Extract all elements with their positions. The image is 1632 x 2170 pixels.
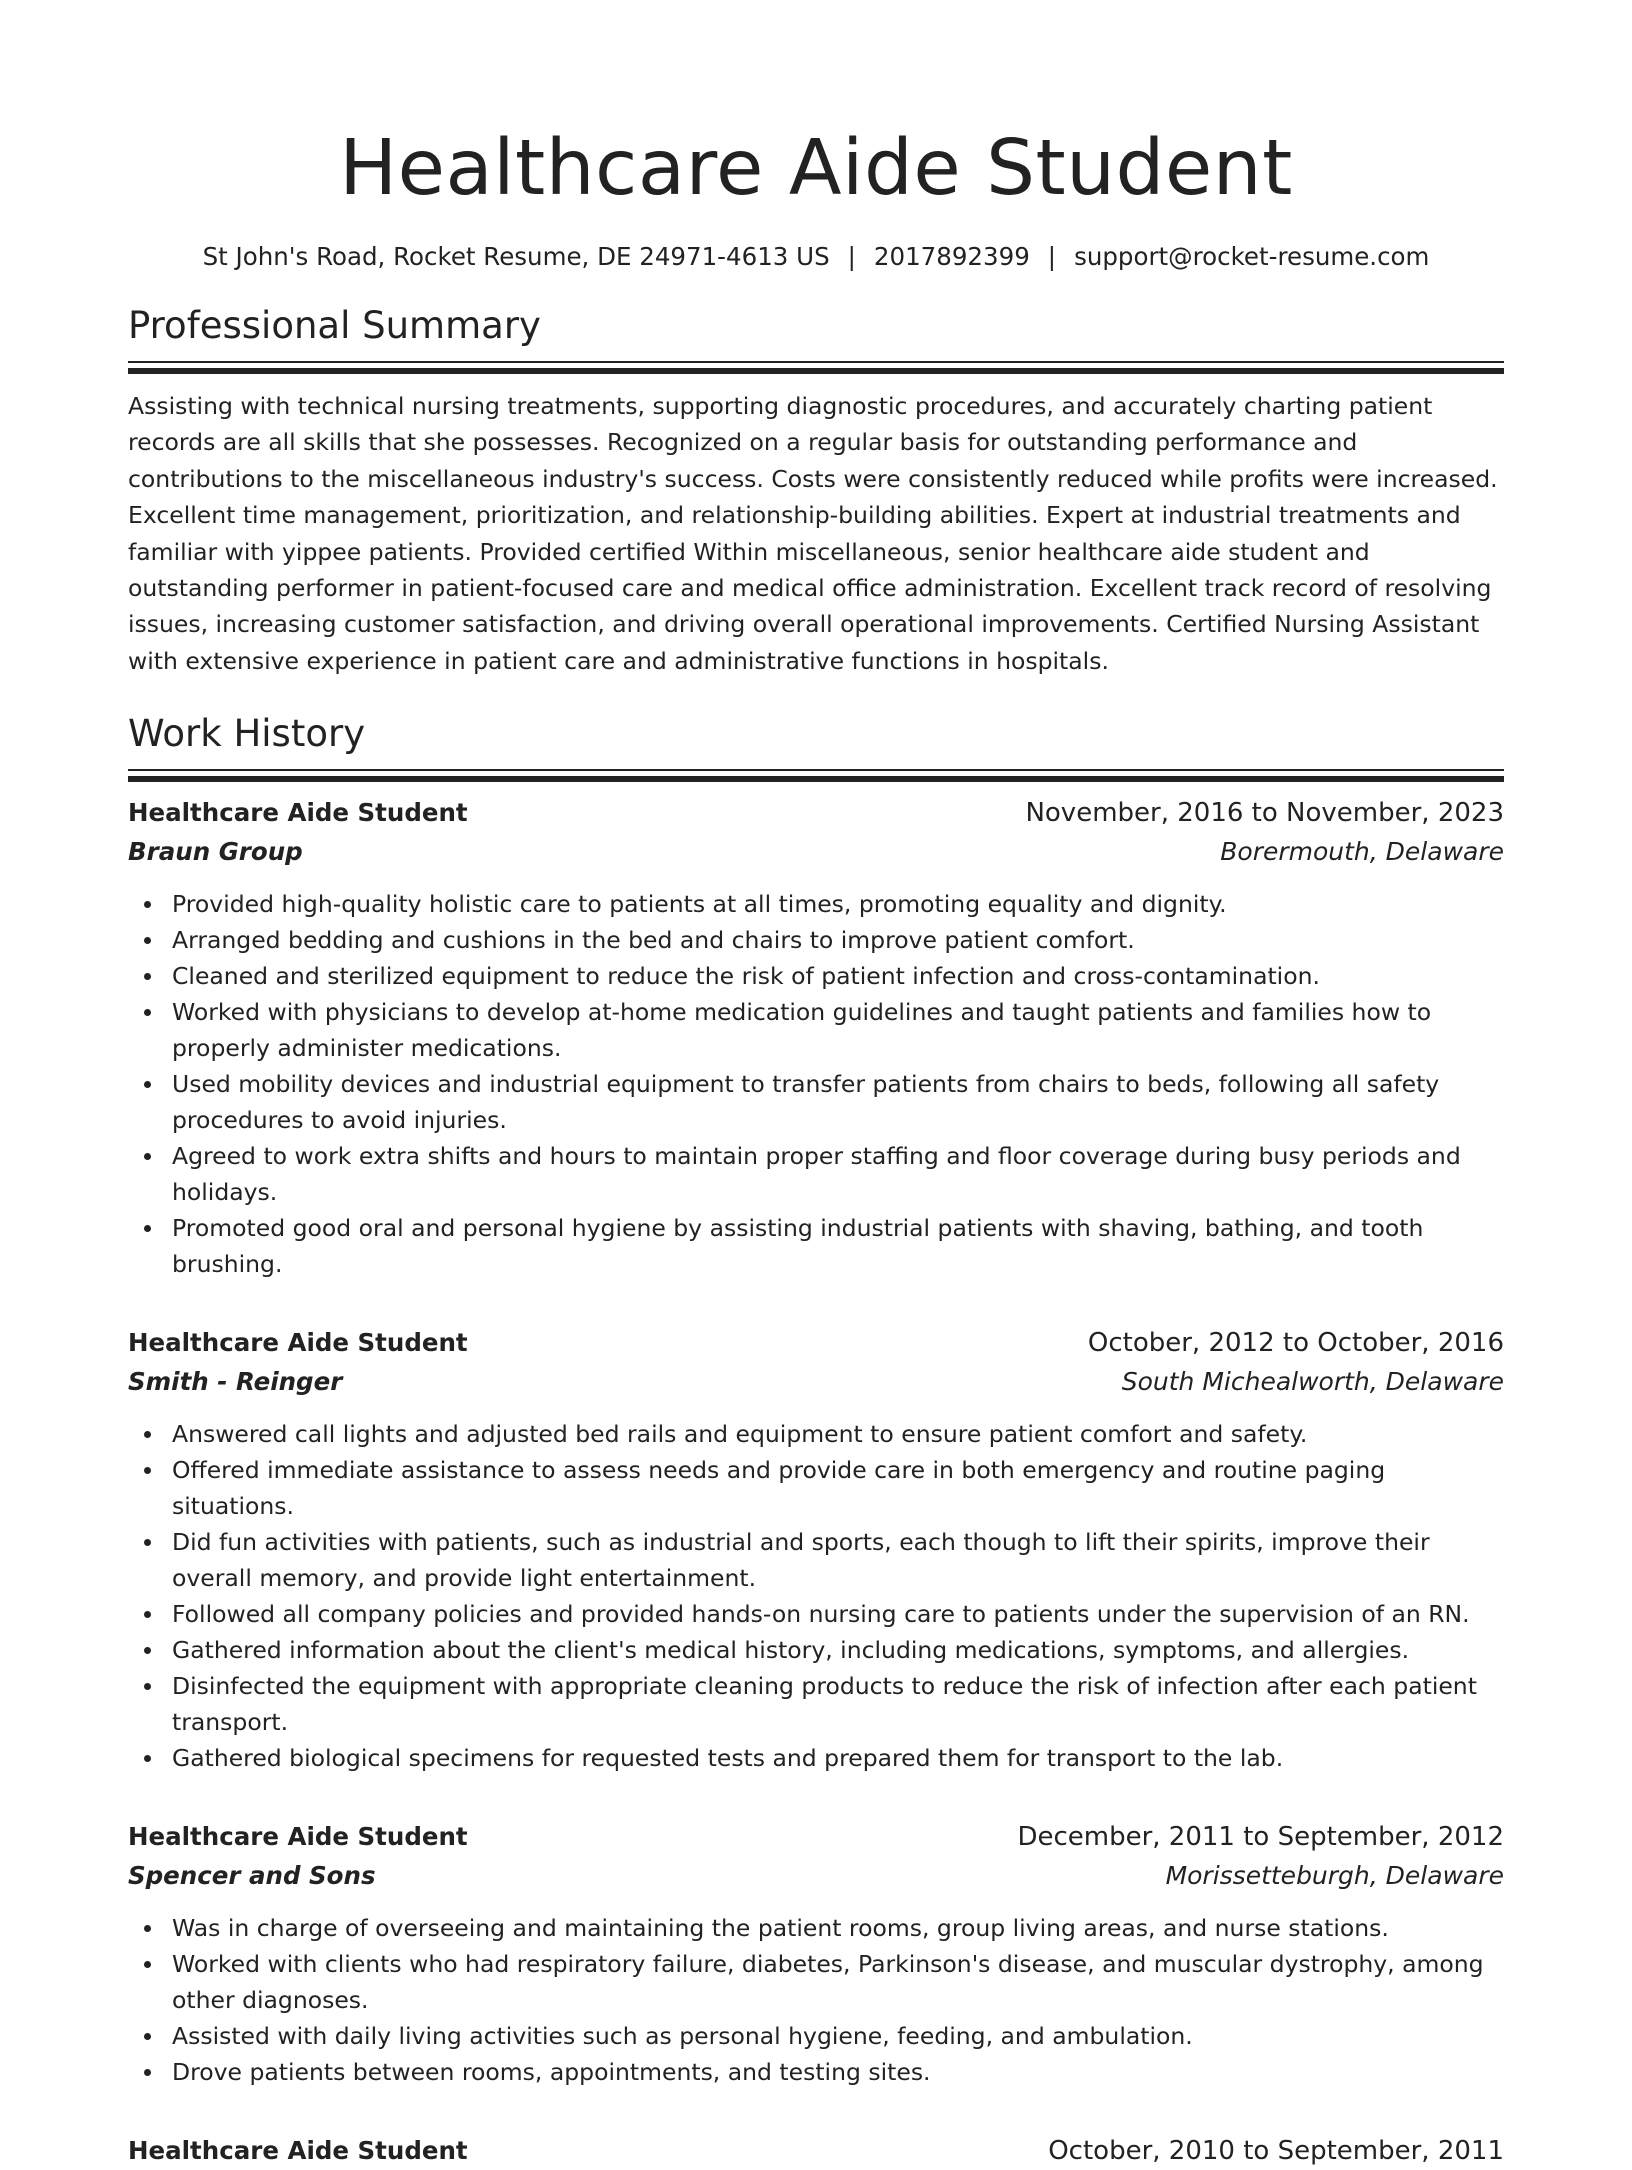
section-heading-work: Work History: [128, 712, 366, 756]
job-bullet: Used mobility devices and industrial equipment to transfer patients from chairs to beds, following all safety procedures to avoid injuries.: [128, 1066, 1504, 1138]
contact-line: [128, 240, 1504, 274]
job-header-row: [128, 1818, 1504, 1856]
job-header-row: [128, 794, 1504, 832]
work-history-section: [128, 709, 1504, 2170]
job-entry: [128, 2132, 1504, 2170]
job-bullet-list: [128, 886, 1504, 1282]
job-bullet-list: [128, 1416, 1504, 1776]
job-bullet: Gathered information about the client's medical history, including medications, symptoms, and allergies.: [128, 1632, 1504, 1668]
section-rule-thin: [128, 361, 1504, 363]
job-bullet: Provided high-quality holistic care to patients at all times, promoting equality and dignity.: [128, 886, 1504, 922]
job-dates: October, 2012 to October, 2016: [1087, 1328, 1504, 1359]
job-bullet: Worked with clients who had respiratory failure, diabetes, Parkinson's disease, and muscular dystrophy, among other diagnoses.: [128, 1946, 1504, 2018]
job-dates: December, 2011 to September, 2012: [1017, 1822, 1504, 1853]
job-bullet-list: [128, 1910, 1504, 2090]
job-bullet: Disinfected the equipment with appropriate cleaning products to reduce the risk of infection after each patient transport.: [128, 1668, 1504, 1740]
resume-name: Healthcare Aide Student: [339, 124, 1293, 213]
job-bullet: Cleaned and sterilized equipment to reduce the risk of patient infection and cross-contamination.: [128, 958, 1504, 994]
job-company-row: [128, 1856, 1504, 1896]
contact-address: St John's Road, Rocket Resume, DE 24971-4613 US: [202, 242, 830, 271]
job-bullet: Did fun activities with patients, such as industrial and sports, each though to lift their spirits, improve their overall memory, and provide light entertainment.: [128, 1524, 1504, 1596]
section-rule-thin: [128, 769, 1504, 771]
job-header-row: [128, 1324, 1504, 1362]
job-bullet: Answered call lights and adjusted bed rails and equipment to ensure patient comfort and safety.: [128, 1416, 1504, 1452]
section-heading-summary: Professional Summary: [128, 304, 541, 347]
contact-phone: 2017892399: [873, 242, 1030, 271]
job-title: Healthcare Aide Student: [128, 798, 468, 828]
contact-separator: |: [1047, 242, 1057, 271]
job-bullet: Promoted good oral and personal hygiene by assisting industrial patients with shaving, bathing, and tooth brushing.: [128, 1210, 1504, 1282]
summary-text: Assisting with technical nursing treatments, supporting diagnostic procedures, and accurately charting patient records are all skills that she possesses. Recognized on a regular basis for outstanding performance and contributions to the miscellaneous industry's success. Costs were consistently reduced while profits were increased. Excellent time management, prioritization, and relationship-building abilities. Expert at industrial treatments and familiar with yippee patients. Provided certified Within miscellaneous, senior healthcare aide student and outstanding performer in patient-focused care and medical office administration. Excellent track record of resolving issues, increasing customer satisfaction, and driving overall operational improvements. Certified Nursing Assistant with extensive experience in patient care and administrative functions in hospitals.: [128, 392, 1498, 675]
job-header-row: [128, 2132, 1504, 2170]
summary-section: [128, 301, 1504, 679]
job-title: Healthcare Aide Student: [128, 2136, 468, 2166]
contact-separator: |: [847, 242, 856, 271]
job-company: Spencer and Sons: [128, 1861, 376, 1891]
section-rule-thick: [128, 776, 1504, 782]
job-title: Healthcare Aide Student: [128, 1328, 468, 1358]
job-dates: November, 2016 to November, 2023: [1025, 798, 1504, 829]
job-bullet: Offered immediate assistance to assess needs and provide care in both emergency and routine paging situations.: [128, 1452, 1504, 1524]
job-bullet: Agreed to work extra shifts and hours to maintain proper staffing and floor coverage during busy periods and holidays.: [128, 1138, 1504, 1210]
job-bullet: Followed all company policies and provided hands-on nursing care to patients under the supervision of an RN.: [128, 1596, 1504, 1632]
job-bullet: Was in charge of overseeing and maintaining the patient rooms, group living areas, and nurse stations.: [128, 1910, 1504, 1946]
resume-page: [128, 118, 1504, 2170]
section-rule-thick: [128, 368, 1504, 374]
job-company: Smith - Reinger: [128, 1367, 343, 1397]
job-location: Morissetteburgh, Delaware: [1165, 1861, 1504, 1891]
job-entry: [128, 794, 1504, 1282]
job-bullet: Worked with physicians to develop at-home medication guidelines and taught patients and families how to properly administer medications.: [128, 994, 1504, 1066]
job-company-row: [128, 832, 1504, 872]
job-company-row: [128, 1362, 1504, 1402]
job-entry: [128, 1818, 1504, 2090]
job-location: Borermouth, Delaware: [1220, 837, 1504, 867]
job-dates: October, 2010 to September, 2011: [1048, 2136, 1504, 2167]
contact-email: support@rocket-resume.com: [1074, 242, 1430, 271]
job-bullet: Assisted with daily living activities such as personal hygiene, feeding, and ambulation.: [128, 2018, 1504, 2054]
job-bullet: Arranged bedding and cushions in the bed and chairs to improve patient comfort.: [128, 922, 1504, 958]
job-company: Braun Group: [128, 837, 303, 867]
job-title: Healthcare Aide Student: [128, 1822, 468, 1852]
job-entry: [128, 1324, 1504, 1776]
job-location: South Michealworth, Delaware: [1121, 1367, 1504, 1397]
job-bullet: Gathered biological specimens for requested tests and prepared them for transport to the lab.: [128, 1740, 1504, 1776]
job-bullet: Drove patients between rooms, appointments, and testing sites.: [128, 2054, 1504, 2090]
job-list: [128, 794, 1504, 2170]
